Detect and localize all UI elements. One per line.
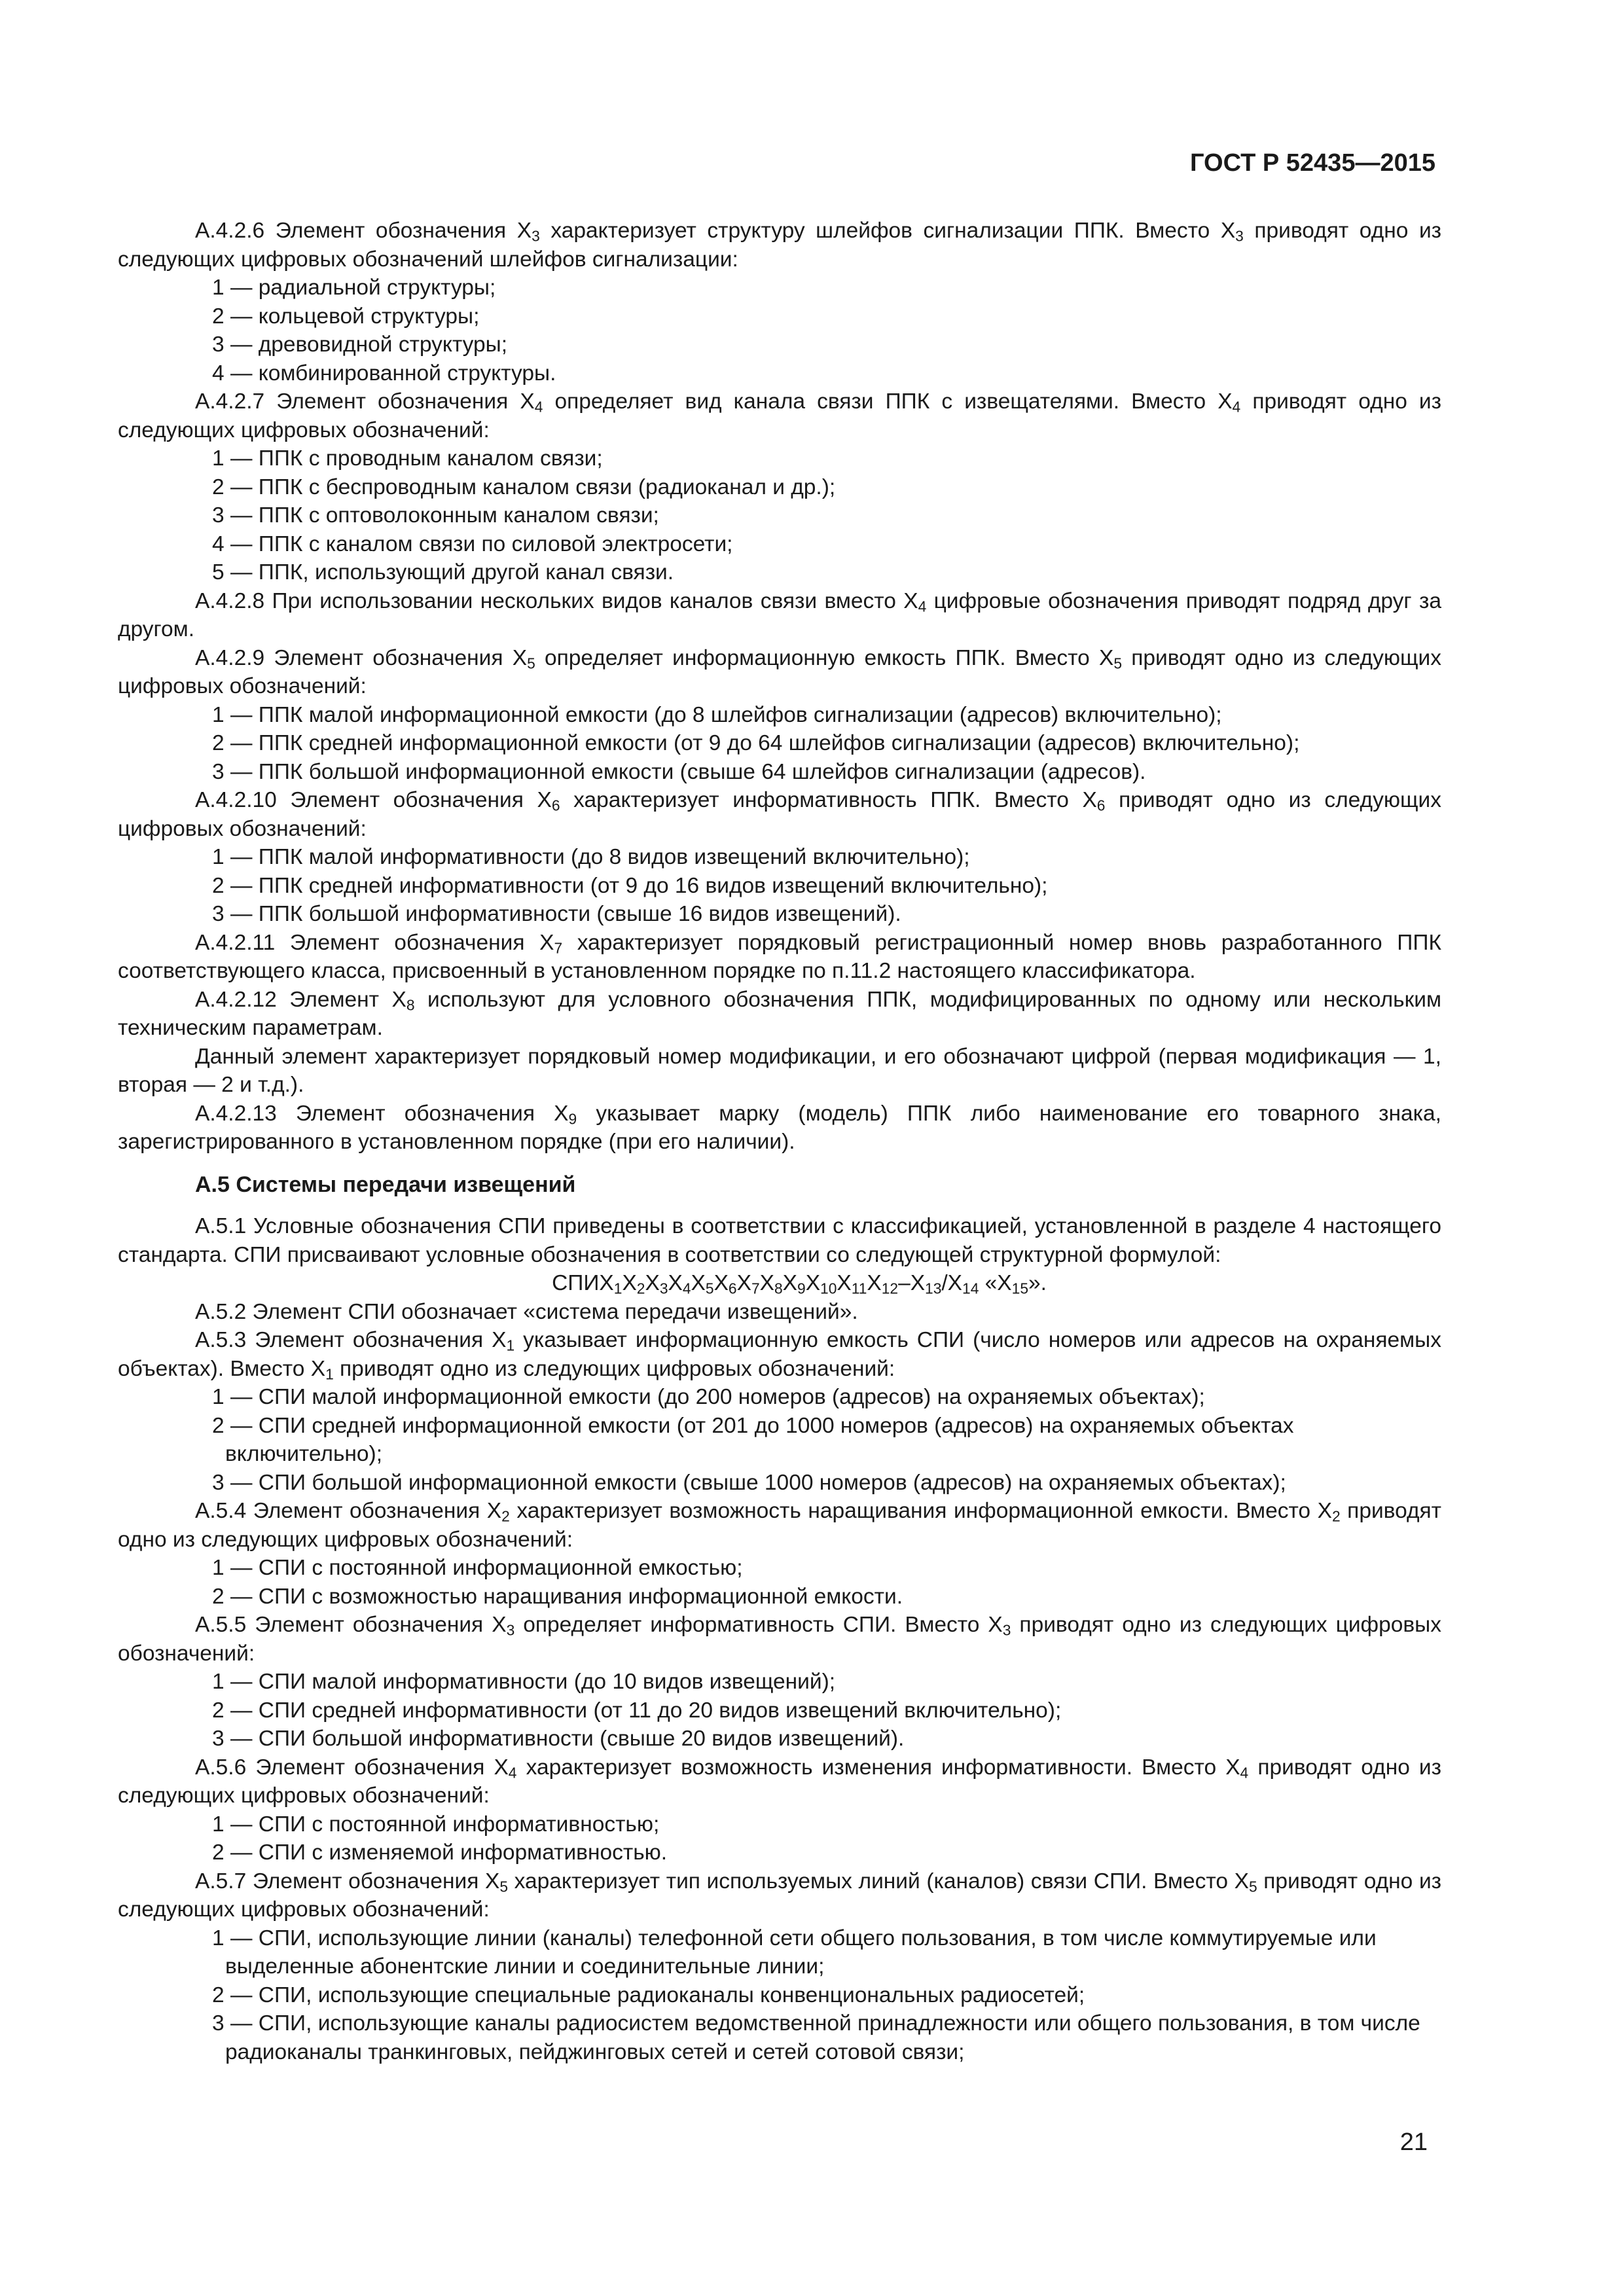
- list-item: 3 — древовидной структуры;: [212, 332, 508, 357]
- list-item: 2 — СПИ, использующие специальные радиоканалы конвенциональных радиосетей;: [212, 1982, 1085, 2007]
- list-item: 3 — ППК большой информационной емкости (свыше 64 шлейфов сигнализации (адресов).: [212, 759, 1146, 784]
- list-item: 2 — СПИ с возможностью наращивания информационной емкости.: [212, 1584, 903, 1609]
- list-item: 4 — комбинированной структуры.: [212, 361, 556, 386]
- list-item: 2 — СПИ средней информационной емкости (от 201 до 1000 номеров (адресов) на охраняемых объектах включительно);: [212, 1413, 1294, 1466]
- list-item: 3 — СПИ, использующие каналы радиосистем ведомственной принадлежности или общего пользования, в том числе радиоканалы транкинговых, пейджинговых сетей и сетей сотовой связи;: [212, 2011, 1420, 2064]
- paragraph: А.4.2.10 Элемент обозначения $X_6$ характеризует информативность ППК. Вместо $X_6$ приводят одно из следующих цифровых обозначений:: [118, 788, 1441, 841]
- document-body: [118, 217, 1441, 2066]
- paragraph: А.5.5 Элемент обозначения $X_3$ определяет информативность СПИ. Вместо $X_3$ приводят одно из следующих цифровых обозначений:: [118, 1613, 1441, 1666]
- list-item: 1 — радиальной структуры;: [212, 276, 496, 300]
- paragraph: А.4.2.6 Элемент обозначения $X_3$ характеризует структуру шлейфов сигнализации ППК. Вместо $X_3$ приводят одно из следующих цифровых обозначений шлейфов сигнализации:: [118, 219, 1442, 272]
- paragraph: А.5.6 Элемент обозначения $X_4$ характеризует возможность изменения информативности. Вместо $X_4$ приводят одно из следующих цифровых обозначений:: [118, 1755, 1441, 1808]
- paragraph: А.5.1 Условные обозначения СПИ приведены в соответствии с классификацией, установленной в разделе 4 настоящего стандарта. СПИ присваивают условные обозначения в соответствии со следующей структурной формулой:: [118, 1214, 1441, 1267]
- paragraph: Данный элемент характеризует порядковый номер модификации, и его обозначают цифрой (первая модификация — 1, вторая — 2 и т.д.).: [118, 1044, 1441, 1097]
- list-item: 2 — кольцевой структуры;: [212, 304, 480, 329]
- list-item: 2 — СПИ средней информативности (от 11 до 20 видов извещений включительно);: [212, 1698, 1062, 1723]
- list-item: 3 — ППК большой информативности (свыше 16 видов извещений).: [212, 902, 901, 926]
- list-item: 3 — СПИ большой информативности (свыше 20 видов извещений).: [212, 1727, 905, 1751]
- paragraph: А.4.2.13 Элемент обозначения $X_9$ указывает марку (модель) ППК либо наименование его товарного знака, зарегистрированного в установленном порядке (при его наличии).: [118, 1101, 1441, 1154]
- list-item: 3 — ППК с оптоволоконным каналом связи;: [212, 503, 659, 528]
- structural-formula: $СПИX_1X_2X_3X_4X_5X_6X_7X_8X_9X_{10}X_{11}X_{12}-X_{13}/X_{14}$ «$X_{15}$».: [552, 1271, 1047, 1297]
- list-item: 1 — ППК малой информативности (до 8 видов извещений включительно);: [212, 845, 970, 869]
- list-item: 5 — ППК, использующий другой канал связи.: [212, 560, 674, 584]
- paragraph: А.4.2.12 Элемент $X_8$ используют для условного обозначения ППК, модифицированных по одному или нескольким техническим параметрам.: [118, 987, 1441, 1040]
- section-heading: А.5 Системы передачи извещений: [195, 1172, 576, 1197]
- list-item: 1 — СПИ малой информационной емкости (до 200 номеров (адресов) на охраняемых объектах);: [212, 1385, 1205, 1409]
- paragraph: А.5.3 Элемент обозначения $X_1$ указывает информационную емкость СПИ (число номеров или адресов на охраняемых объектах). Вместо $X_1$ приводят одно из следующих цифровых обозначений:: [118, 1328, 1441, 1383]
- paragraph: А.4.2.11 Элемент обозначения $X_7$ характеризует порядковый регистрационный номер вновь разработанного ППК соответствующего класса, присвоенный в установленном порядке по п.11.2 настоящего классификатора.: [118, 930, 1441, 983]
- list-item: 1 — СПИ малой информативности (до 10 видов извещений);: [212, 1670, 836, 1694]
- paragraph: А.4.2.9 Элемент обозначения $X_5$ определяет информационную емкость ППК. Вместо $X_5$ приводят одно из следующих цифровых обозначений:: [118, 645, 1441, 698]
- paragraph: А.5.4 Элемент обозначения $X_2$ характеризует возможность наращивания информационной емкости. Вместо $X_2$ приводят одно из следующих цифровых обозначений:: [118, 1499, 1442, 1552]
- list-item: 1 — ППК с проводным каналом связи;: [212, 446, 603, 471]
- list-item: 1 — СПИ, использующие линии (каналы) телефонной сети общего пользования, в том числе коммутируемые или выделенные абонентские линии и соединительные линии;: [212, 1926, 1377, 1979]
- paragraph: А.4.2.8 При использовании нескольких видов каналов связи вместо $X_4$ цифровые обозначения приводят подряд друг за другом.: [118, 588, 1441, 641]
- list-item: 2 — ППК с беспроводным каналом связи (радиоканал и др.);: [212, 475, 836, 499]
- list-item: 2 — СПИ с изменяемой информативностью.: [212, 1840, 668, 1865]
- list-item: 4 — ППК с каналом связи по силовой электросети;: [212, 531, 733, 556]
- list-item: 1 — ППК малой информационной емкости (до 8 шлейфов сигнализации (адресов) включительно);: [212, 702, 1222, 727]
- list-item: 3 — СПИ большой информационной емкости (свыше 1000 номеров (адресов) на охраняемых объектах);: [212, 1470, 1286, 1495]
- list-item: 1 — СПИ с постоянной информативностью;: [212, 1812, 660, 1837]
- list-item: 1 — СПИ с постоянной информационной емкостью;: [212, 1556, 743, 1580]
- list-item: 2 — ППК средней информативности (от 9 до 16 видов извещений включительно);: [212, 873, 1048, 898]
- list-item: 2 — ППК средней информационной емкости (от 9 до 64 шлейфов сигнализации (адресов) включительно);: [212, 731, 1300, 755]
- standard-header: ГОСТ Р 52435—2015: [1190, 149, 1435, 177]
- paragraph: А.5.2 Элемент СПИ обозначает «система передачи извещений».: [195, 1299, 858, 1324]
- page-number: 21: [1399, 2128, 1428, 2156]
- paragraph: А.4.2.7 Элемент обозначения $X_4$ определяет вид канала связи ППК с извещателями. Вместо $X_4$ приводят одно из следующих цифровых обозначений:: [118, 389, 1441, 442]
- paragraph: А.5.7 Элемент обозначения $X_5$ характеризует тип используемых линий (каналов) связи СПИ. Вместо $X_5$ приводят одно из следующих цифровых обозначений:: [118, 1869, 1442, 1922]
